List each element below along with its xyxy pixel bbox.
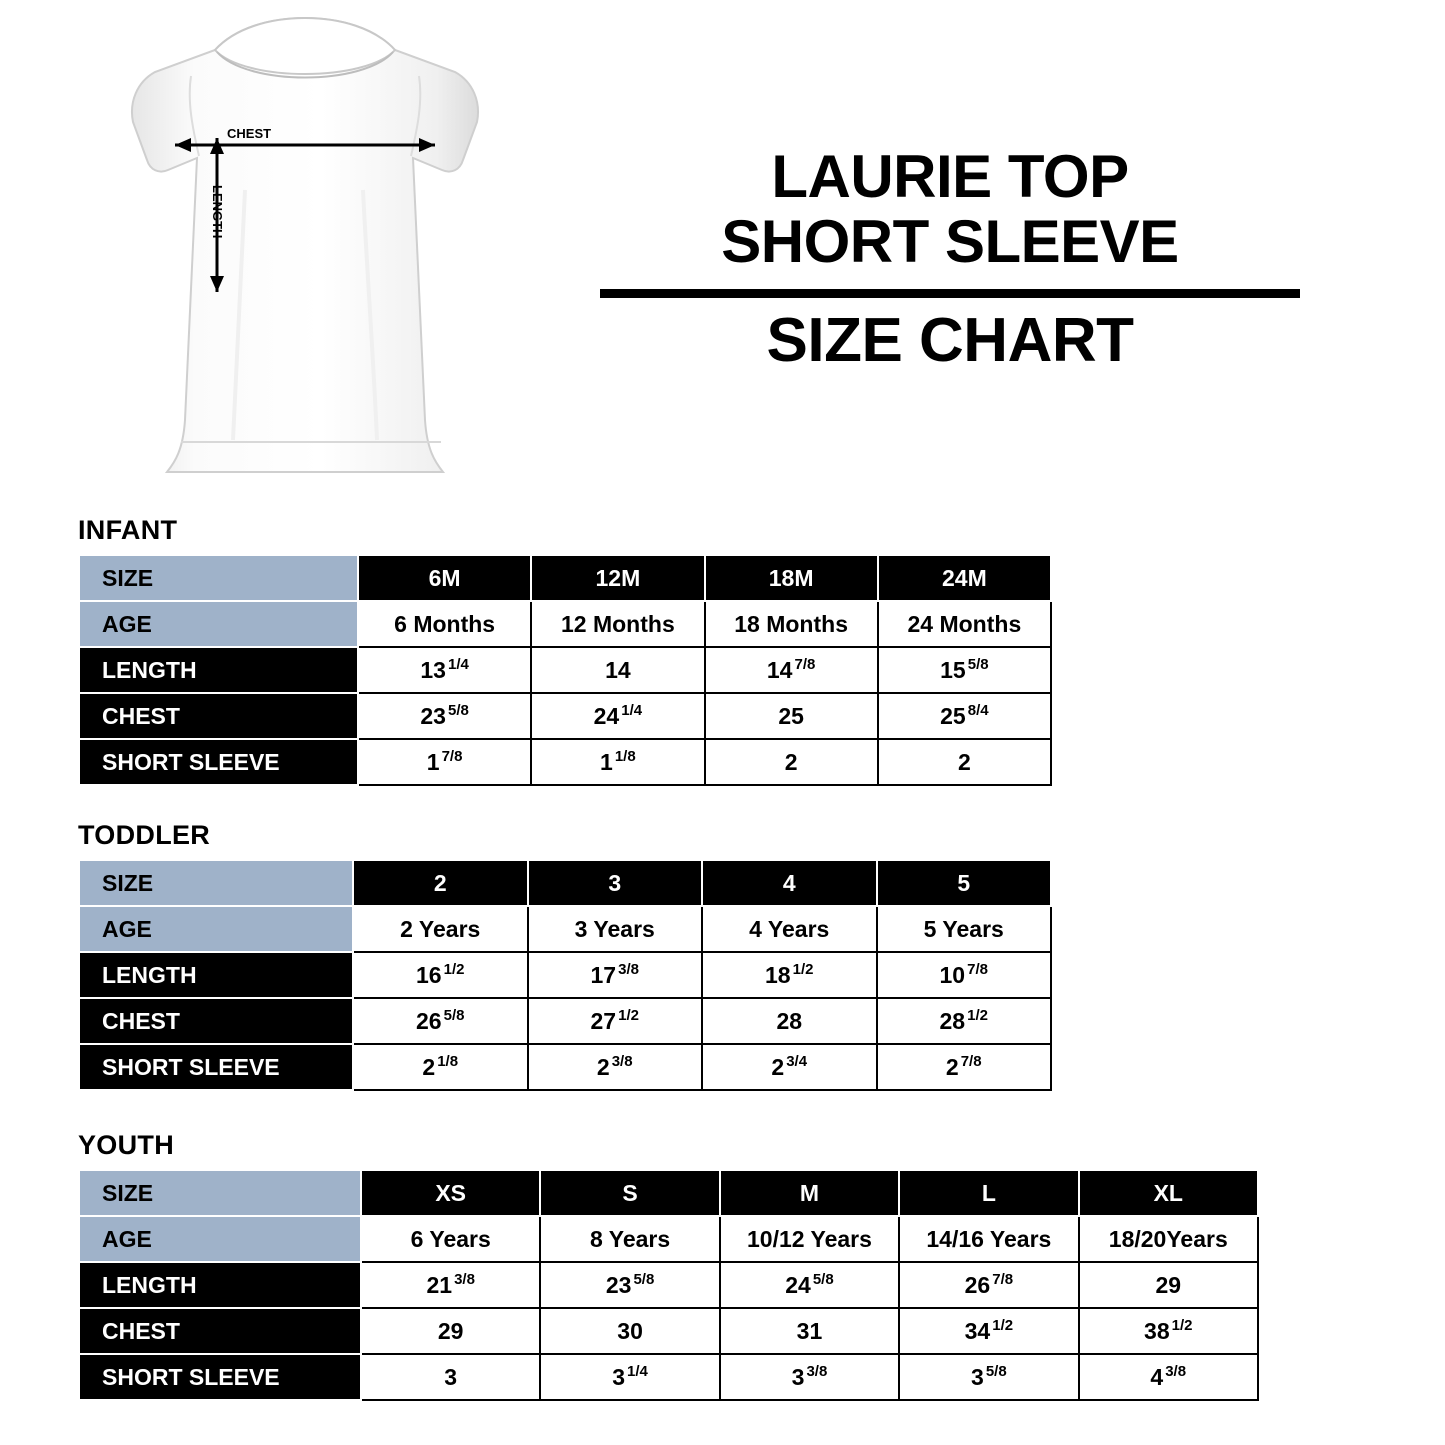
age-cell: 6 Months [358, 601, 531, 647]
length-cell: 29 [1079, 1262, 1258, 1308]
table-row [79, 860, 1051, 906]
section-title: INFANT [78, 515, 178, 545]
chest-cell: 23 $^{5/8}$ [358, 693, 531, 739]
row-label-size: SIZE [79, 1170, 361, 1216]
size-section-toddler [0, 820, 1445, 1091]
title-divider [600, 289, 1300, 298]
length-cell: 26 $^{7/8}$ [899, 1262, 1078, 1308]
row-label-age: AGE [79, 906, 353, 952]
row-label-chest: CHEST [79, 1308, 361, 1354]
short-sleeve-cell: 2 $^{1/8}$ [353, 1044, 528, 1090]
chest-cell: 25 [705, 693, 878, 739]
row-label-short-sleeve: SHORT SLEEVE [79, 1354, 361, 1400]
chest-cell: 25 $^{8/4}$ [878, 693, 1051, 739]
age-cell: 14/16 Years [899, 1216, 1078, 1262]
size-cell: 24M [878, 555, 1051, 601]
size-cell: 3 [528, 860, 703, 906]
age-cell: 4 Years [702, 906, 877, 952]
size-cell: 18M [705, 555, 878, 601]
age-cell: 5 Years [877, 906, 1052, 952]
size-cell: 2 [353, 860, 528, 906]
table-row [79, 647, 1051, 693]
table-row [79, 1044, 1051, 1090]
size-cell: S [540, 1170, 719, 1216]
row-label-chest: CHEST [79, 998, 353, 1044]
top-shirt-icon [95, 10, 515, 490]
length-cell: 21 $^{3/8}$ [361, 1262, 540, 1308]
page-title-line3: SIZE CHART [766, 305, 1134, 375]
title-block [600, 145, 1300, 373]
chest-cell: 28 [702, 998, 877, 1044]
short-sleeve-cell: 2 $^{7/8}$ [877, 1044, 1052, 1090]
length-cell: 15 $^{5/8}$ [878, 647, 1051, 693]
table-row [79, 1216, 1258, 1262]
chest-cell: 29 [361, 1308, 540, 1354]
table-row [79, 601, 1051, 647]
row-label-age: AGE [79, 601, 358, 647]
length-cell: 14 $^{7/8}$ [705, 647, 878, 693]
chest-cell: 31 [720, 1308, 899, 1354]
table-row [79, 906, 1051, 952]
size-cell: L [899, 1170, 1078, 1216]
header [0, 0, 1445, 500]
page-title-line2: SHORT SLEEVE [721, 207, 1179, 275]
age-cell: 8 Years [540, 1216, 719, 1262]
length-cell: 23 $^{5/8}$ [540, 1262, 719, 1308]
table-row [79, 739, 1051, 785]
row-label-age: AGE [79, 1216, 361, 1262]
length-cell: 18 $^{1/2}$ [702, 952, 877, 998]
size-cell: 4 [702, 860, 877, 906]
chest-cell: 34 $^{1/2}$ [899, 1308, 1078, 1354]
table-row [79, 1262, 1258, 1308]
chest-cell: 27 $^{1/2}$ [528, 998, 703, 1044]
size-section-infant [0, 515, 1445, 786]
garment-illustration [95, 10, 515, 490]
chest-cell: 24 $^{1/4}$ [531, 693, 704, 739]
short-sleeve-cell: 2 [878, 739, 1051, 785]
short-sleeve-cell: 3 $^{1/4}$ [540, 1354, 719, 1400]
chest-cell: 38 $^{1/2}$ [1079, 1308, 1258, 1354]
row-label-length: LENGTH [79, 1262, 361, 1308]
short-sleeve-cell: 4 $^{3/8}$ [1079, 1354, 1258, 1400]
size-table [78, 859, 1052, 1091]
age-cell: 12 Months [531, 601, 704, 647]
size-cell: 12M [531, 555, 704, 601]
row-label-length: LENGTH [79, 647, 358, 693]
row-label-chest: CHEST [79, 693, 358, 739]
short-sleeve-cell: 3 [361, 1354, 540, 1400]
size-table [78, 554, 1052, 786]
length-cell: 10 $^{7/8}$ [877, 952, 1052, 998]
size-table [78, 1169, 1259, 1401]
table-row [79, 1308, 1258, 1354]
table-row [79, 555, 1051, 601]
chest-cell: 30 [540, 1308, 719, 1354]
size-cell: M [720, 1170, 899, 1216]
size-cell: XL [1079, 1170, 1258, 1216]
short-sleeve-cell: 3 $^{5/8}$ [899, 1354, 1078, 1400]
chest-measure-label: CHEST [227, 126, 272, 141]
table-row [79, 693, 1051, 739]
age-cell: 18 Months [705, 601, 878, 647]
size-cell: 5 [877, 860, 1052, 906]
table-row [79, 998, 1051, 1044]
section-title: YOUTH [78, 1130, 174, 1160]
short-sleeve-cell: 2 $^{3/4}$ [702, 1044, 877, 1090]
row-label-size: SIZE [79, 860, 353, 906]
short-sleeve-cell: 1 $^{7/8}$ [358, 739, 531, 785]
length-measure-label: LENGTH [210, 185, 225, 239]
row-label-size: SIZE [79, 555, 358, 601]
length-cell: 14 [531, 647, 704, 693]
age-cell: 2 Years [353, 906, 528, 952]
size-section-youth [0, 1130, 1445, 1401]
page-title-line1: LAURIE TOP [771, 143, 1129, 210]
short-sleeve-cell: 3 $^{3/8}$ [720, 1354, 899, 1400]
age-cell: 10/12 Years [720, 1216, 899, 1262]
size-cell: 6M [358, 555, 531, 601]
length-cell: 13 $^{1/4}$ [358, 647, 531, 693]
short-sleeve-cell: 1 $^{1/8}$ [531, 739, 704, 785]
length-cell: 17 $^{3/8}$ [528, 952, 703, 998]
table-row [79, 1170, 1258, 1216]
section-title: TODDLER [78, 820, 211, 850]
size-cell: XS [361, 1170, 540, 1216]
age-cell: 18/20Years [1079, 1216, 1258, 1262]
chest-cell: 26 $^{5/8}$ [353, 998, 528, 1044]
length-cell: 16 $^{1/2}$ [353, 952, 528, 998]
row-label-short-sleeve: SHORT SLEEVE [79, 1044, 353, 1090]
table-row [79, 952, 1051, 998]
short-sleeve-cell: 2 $^{3/8}$ [528, 1044, 703, 1090]
chest-cell: 28 $^{1/2}$ [877, 998, 1052, 1044]
row-label-short-sleeve: SHORT SLEEVE [79, 739, 358, 785]
short-sleeve-cell: 2 [705, 739, 878, 785]
age-cell: 3 Years [528, 906, 703, 952]
length-cell: 24 $^{5/8}$ [720, 1262, 899, 1308]
age-cell: 24 Months [878, 601, 1051, 647]
age-cell: 6 Years [361, 1216, 540, 1262]
row-label-length: LENGTH [79, 952, 353, 998]
table-row [79, 1354, 1258, 1400]
